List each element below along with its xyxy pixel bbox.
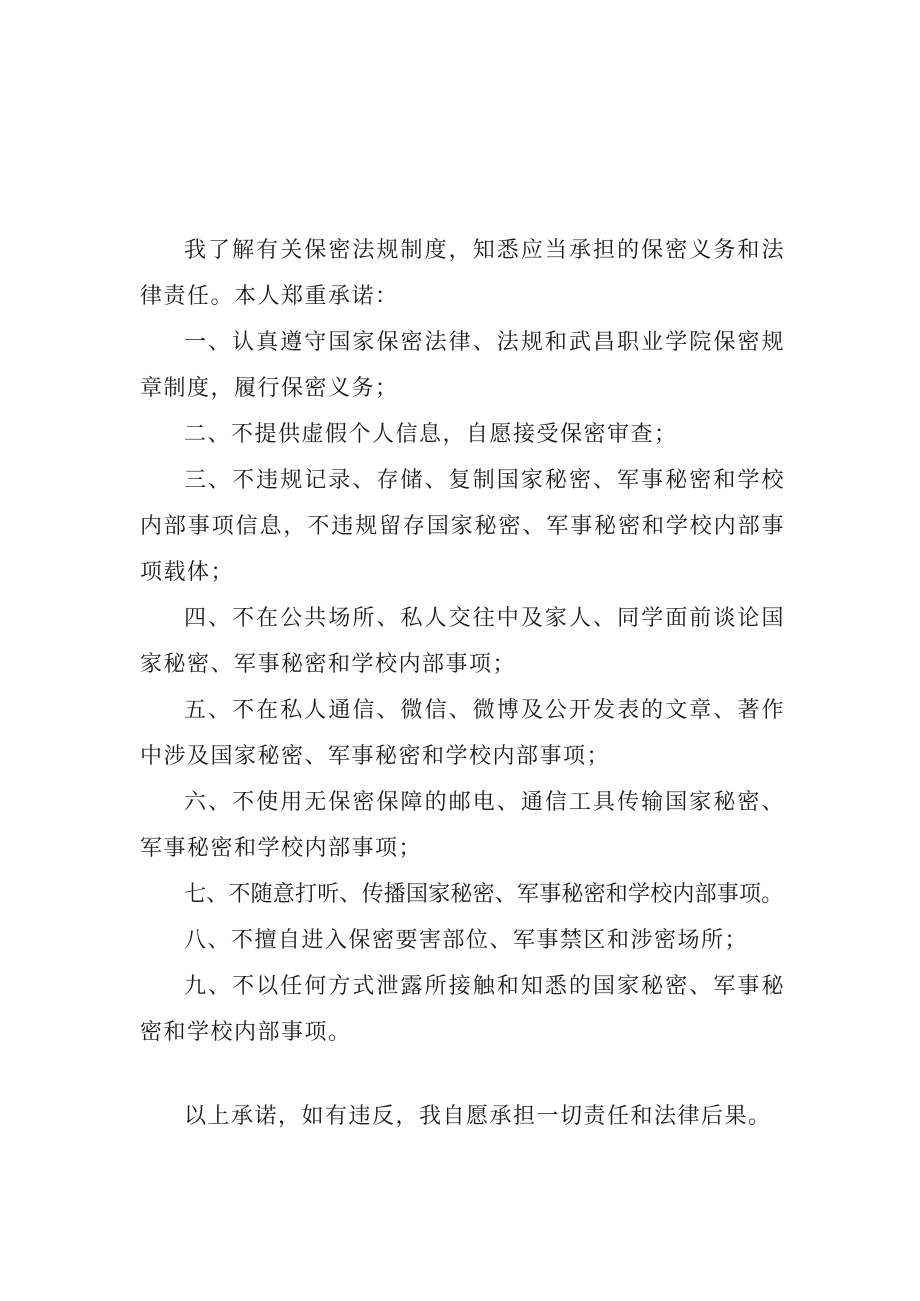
item-3: 三、不违规记录、存储、复制国家秘密、军事秘密和学校内部事项信息，不违规留存国家秘密、军事秘密和学校内部事项载体； <box>140 468 785 585</box>
item-7: 七、不随意打听、传播国家秘密、军事秘密和学校内部事项。 <box>184 882 784 907</box>
intro-paragraph: 我了解有关保密法规制度，知悉应当承担的保密义务和法律责任。本人郑重承诺： <box>140 238 785 309</box>
item-1: 一、认真遵守国家保密法律、法规和武昌职业学院保密规章制度，履行保密义务； <box>140 330 785 401</box>
item-2: 二、不提供虚假个人信息，自愿接受保密审查； <box>184 422 678 447</box>
item-5: 五、不在私人通信、微信、微博及公开发表的文章、著作中涉及国家秘密、军事秘密和学校内部事项； <box>140 698 785 769</box>
commitment-body <box>140 228 785 1056</box>
closing-statement: 以上承诺，如有违反，我自愿承担一切责任和法律后果。 <box>184 1104 772 1129</box>
item-6: 六、不使用无保密保障的邮电、通信工具传输国家秘密、军事秘密和学校内部事项； <box>140 790 785 861</box>
item-8: 八、不擅自进入保密要害部位、军事禁区和涉密场所； <box>184 928 749 953</box>
item-9: 九、不以任何方式泄露所接触和知悉的国家秘密、军事秘密和学校内部事项。 <box>140 974 785 1045</box>
item-4: 四、不在公共场所、私人交往中及家人、同学面前谈论国家秘密、军事秘密和学校内部事项； <box>140 606 785 677</box>
